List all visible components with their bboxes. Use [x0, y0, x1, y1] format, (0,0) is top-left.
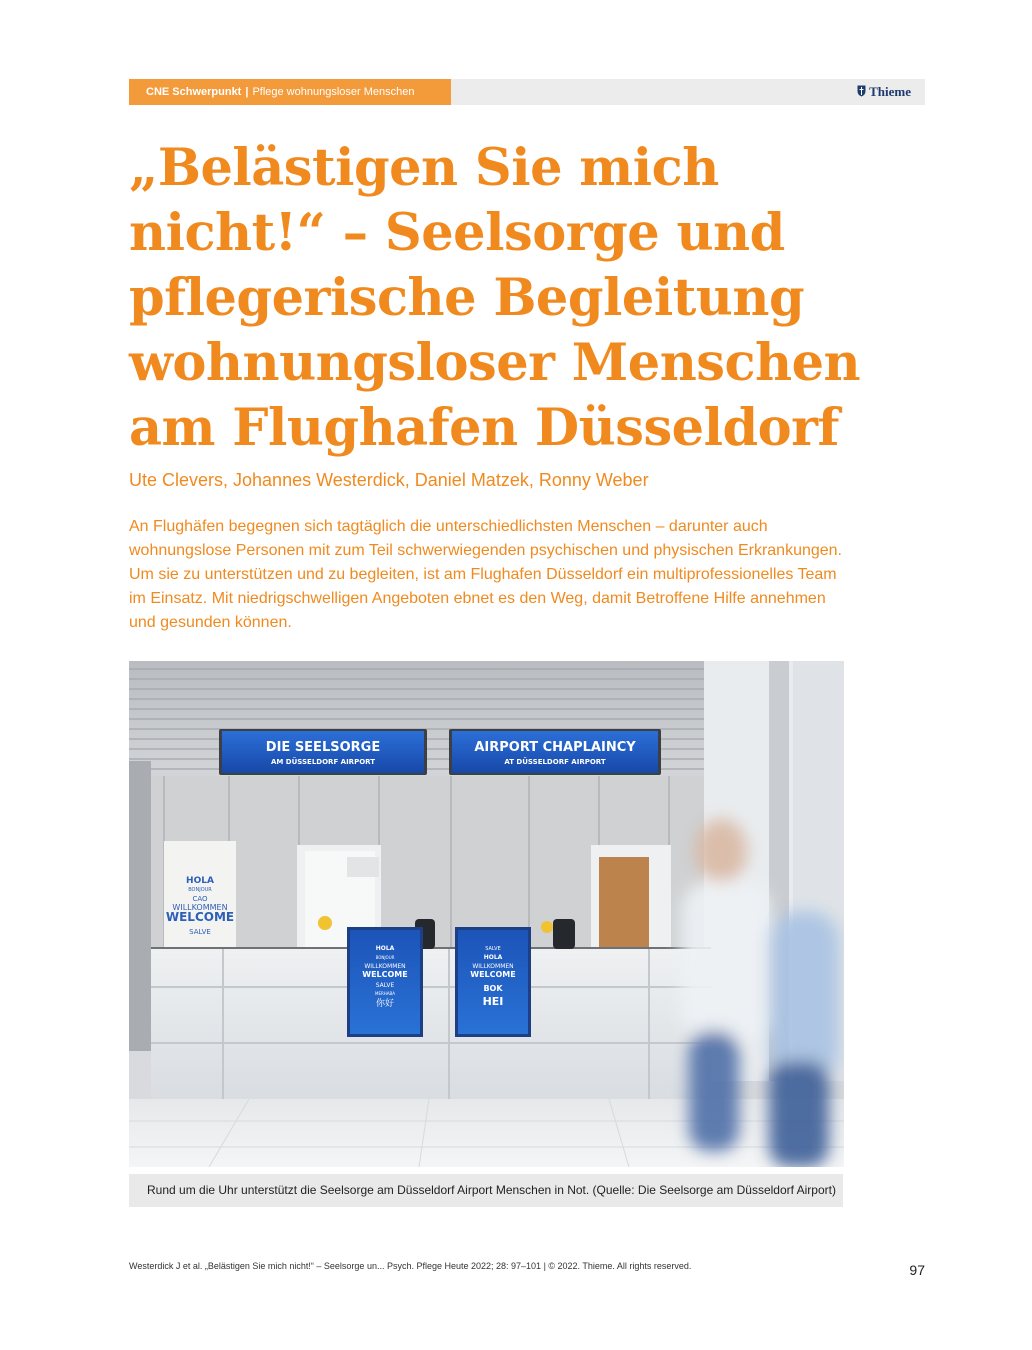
article-photo: [129, 661, 844, 1167]
poster-word: MERHABA: [375, 991, 395, 996]
sign-right-subtitle: AT DÜSSELDORF AIRPORT: [504, 758, 606, 766]
publisher-name: Thieme: [869, 84, 911, 99]
poster-word: SALVE: [375, 982, 395, 989]
poster-word: WILLKOMMEN: [364, 963, 406, 970]
article-authors: Ute Clevers, Johannes Westerdick, Daniel Matzek, Ronny Weber: [129, 470, 649, 490]
sign-left-subtitle: AM DÜSSELDORF AIRPORT: [270, 758, 376, 766]
sign-left-title: DIE SEELSORGE: [265, 740, 381, 755]
footer-citation: Westerdick J et al. „Belästigen Sie mich nicht!“ – Seelsorge un... Psych. Pflege Heute 2022; 28: 97–101 | © 2022. Thieme. All rights reserved.: [129, 1261, 692, 1271]
poster-word: WELCOME: [470, 970, 516, 979]
article-title: „Belästigen Sie mich nicht!“ – Seelsorge und pflegerische Begleitung wohnungsloser Menschen am Flughafen Düsseldorf: [129, 138, 861, 458]
sign-right-title: AIRPORT CHAPLAINCY: [474, 740, 636, 755]
poster-word: 你好: [375, 999, 395, 1009]
figure-caption: Rund um die Uhr unterstützt die Seelsorge am Düsseldorf Airport Menschen in Not. (Quelle: Die Seelsorge am Düsseldorf Airport): [129, 1174, 843, 1207]
banner-word: HOLA: [186, 876, 214, 886]
poster-word: WELCOME: [362, 970, 408, 979]
banner-word: BONJOUR: [188, 887, 212, 893]
poster-word: BONJOUR: [375, 955, 395, 960]
page-number: 97: [909, 1262, 925, 1278]
poster-word: WILLKOMMEN: [472, 963, 514, 970]
poster-word: BOK: [483, 984, 503, 993]
section-tag: [129, 79, 451, 105]
publisher-logo: [857, 79, 911, 105]
banner-word: WILLKOMMEN: [172, 903, 228, 912]
airport-chaplaincy-photo: [129, 661, 844, 1167]
section-category: CNE Schwerpunkt: [146, 86, 242, 98]
running-header: [129, 79, 925, 105]
banner-word: CAO: [192, 895, 208, 903]
banner-word: SALVE: [189, 928, 211, 936]
poster-word: SALVE: [485, 946, 501, 952]
poster-word: HOLA: [483, 954, 503, 961]
section-separator: |: [245, 86, 249, 98]
article-abstract: An Flughäfen begegnen sich tagtäglich die unterschiedlichsten Menschen – darunter auch wohnungslose Personen mit zum Teil schwerwiegenden psychischen und physischen Erkrankungen. Um sie zu unterstützen und zu begleiten, ist am Flughafen Düsseldorf ein multiprofessionelles Team im Einsatz. Mit niedrigschwelligen Angeboten ebnet es den Weg, damit Betroffene Hilfe annehmen und gesunden können.: [129, 518, 842, 631]
poster-word: HOLA: [375, 945, 395, 952]
poster-word: HEI: [482, 995, 504, 1008]
thieme-shield-icon: [857, 85, 866, 97]
section-topic: Pflege wohnungsloser Menschen: [252, 86, 415, 98]
banner-word: WELCOME: [165, 910, 235, 924]
